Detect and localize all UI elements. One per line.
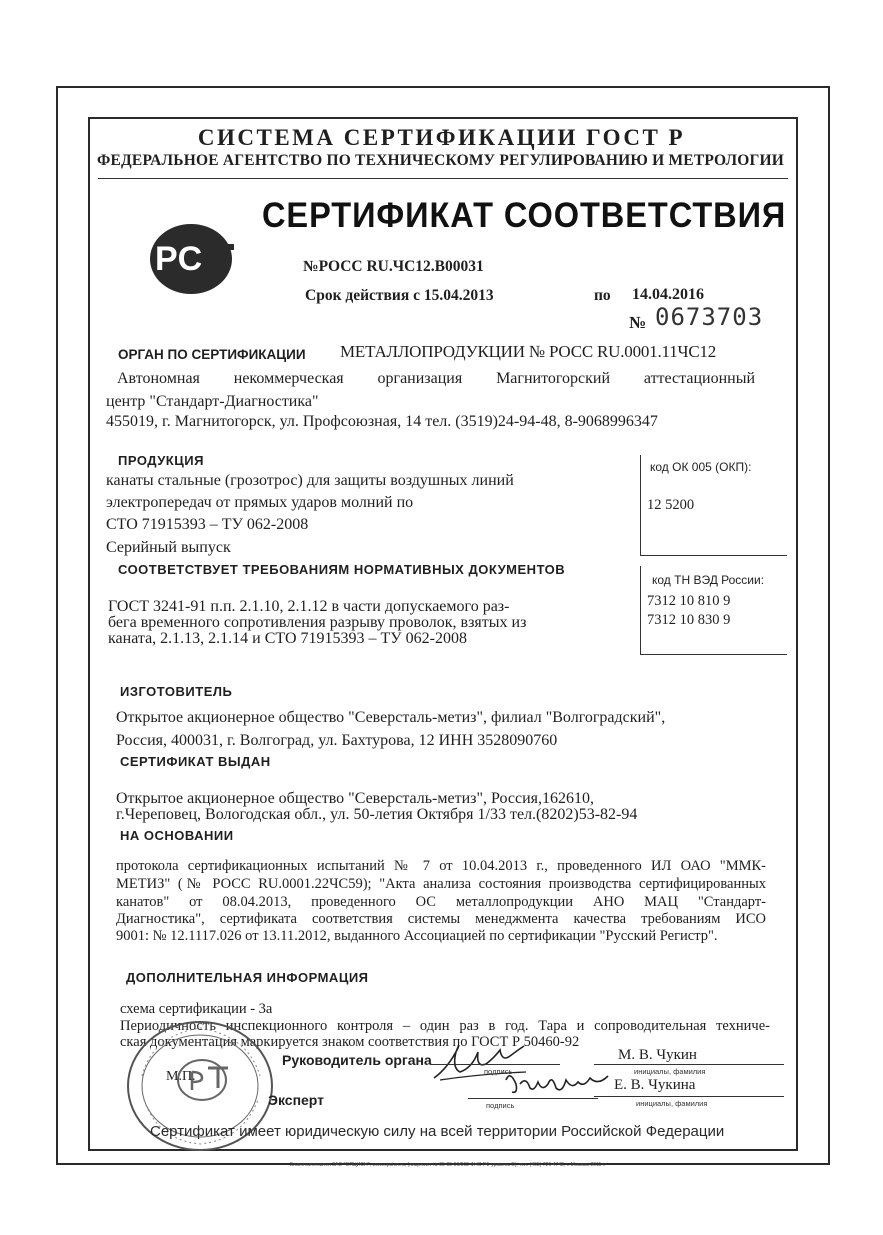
expert-signature-caption: подпись (486, 1101, 515, 1110)
basis-line-4: Диагностика", сертификата соответствия системы менеджмента качества требованиям ИСО (116, 911, 766, 927)
additional-heading: ДОПОЛНИТЕЛЬНАЯ ИНФОРМАЦИЯ (126, 970, 369, 985)
organ-line-1: Автономная некоммерческая организация Магнитогорский аттестационный (117, 370, 755, 387)
issued-to-line-1: Открытое акционерное общество "Северсталь-метиз", Россия,162610, (116, 790, 595, 807)
expert-name: Е. В. Чукина (614, 1077, 696, 1093)
organ-heading: ОРГАН ПО СЕРТИФИКАЦИИ (118, 347, 306, 362)
product-line-2: электропередач от прямых ударов молний по (106, 494, 414, 511)
validity-to: 14.04.2016 (632, 286, 704, 303)
head-name-caption: инициалы, фамилия (634, 1067, 706, 1076)
tnved-code-label: код ТН ВЭД России: (652, 573, 765, 587)
okp-code-label: код ОК 005 (ОКП): (650, 460, 752, 474)
expert-label: Эксперт (268, 1092, 325, 1108)
head-name: М. В. Чукин (618, 1047, 697, 1063)
tnved-code-value-1: 7312 10 810 9 (647, 593, 731, 609)
basis-heading: НА ОСНОВАНИИ (120, 828, 234, 843)
basis-line-1: протокола сертификационных испытаний № 7 от 10.04.2013 г., проведенного ИЛ ОАО "ММК- (116, 858, 766, 874)
organ-line-3: 455019, г. Магнитогорск, ул. Профсоюзная, 14 тел. (3519)24-94-48, 8-9068996347 (106, 413, 658, 430)
head-signature-line (430, 1064, 560, 1065)
conformity-line-1: ГОСТ 3241-91 п.п. 2.1.10, 2.1.12 в части допускаемого раз- (108, 598, 510, 615)
issued-to-line-2: г.Череповец, Вологодская обл., ул. 50-летия Октября 1/33 тел.(8202)53-82-94 (116, 806, 638, 823)
validity-from: Срок действия с 15.04.2013 (305, 287, 494, 304)
organ-line-2: центр "Стандарт-Диагностика" (106, 393, 319, 410)
conformity-heading: СООТВЕТСТВУЕТ ТРЕБОВАНИЯМ НОРМАТИВНЫХ ДОКУМЕНТОВ (118, 562, 566, 577)
expert-signature-icon (500, 1066, 616, 1106)
expert-signature-line (468, 1098, 598, 1099)
additional-line-3: ская документация маркируется знаком соответствия по ГОСТ Р 50460-92 (120, 1034, 580, 1050)
printer-note: Бланк изготовлен ЗАО "ОПЦИОН", www.opcion.ru, (лицензия № 05-05-09/003 ФНС РФ уровень В), тел. (495) 726-4742, г. Москва, 2011 г. (290, 1162, 606, 1168)
manufacturer-line-2: Россия, 400031, г. Волгоград, ул. Бахтурова, 12 ИНН 3528090760 (116, 732, 558, 749)
product-line-4: Серийный выпуск (106, 539, 231, 556)
tnved-code-value-2: 7312 10 830 9 (647, 612, 731, 628)
conformity-line-2: бега временного сопротивления разрыву проволок, взятых из (108, 614, 527, 631)
rst-logo-icon (144, 222, 242, 296)
head-name-line (594, 1064, 784, 1065)
legal-validity-note: Сертификат имеет юридическую силу на всей территории Российской Федерации (150, 1123, 725, 1140)
manufacturer-line-1: Открытое акционерное общество "Северсталь-метиз", филиал "Волгоградский", (116, 709, 666, 726)
okp-code-value: 12 5200 (647, 497, 695, 513)
header-divider (98, 178, 788, 179)
certificate-number: №РОСС RU.ЧС12.В00031 (303, 258, 484, 275)
validity-to-label: по (594, 287, 611, 304)
organ-name: МЕТАЛЛОПРОДУКЦИИ № РОСС RU.0001.11ЧС12 (340, 342, 717, 361)
basis-line-3: канатов" от 08.04.2013, проведенного ОС металлопродукции АНО МАЦ "Стандарт- (116, 894, 766, 910)
head-label: Руководитель органа (282, 1052, 432, 1068)
serial-prefix: № (629, 313, 647, 332)
expert-name-caption: инициалы, фамилия (636, 1099, 708, 1108)
conformity-line-3: каната, 2.1.13, 2.1.14 и СТО 71915393 – ТУ 062-2008 (108, 630, 467, 647)
logo-letters: PC (155, 240, 203, 278)
product-line-1: канаты стальные (грозотрос) для защиты воздушных линий (106, 472, 514, 489)
certificate-title: СЕРТИФИКАТ СООТВЕТСТВИЯ (262, 196, 787, 235)
expert-name-line (594, 1096, 784, 1097)
basis-line-5: 9001: № 12.1117.026 от 13.11.2012, выданного Ассоциацией по сертификации "Русский Регистр". (116, 928, 718, 944)
system-title: СИСТЕМА СЕРТИФИКАЦИИ ГОСТ Р (197, 125, 686, 150)
agency-name: ФЕДЕРАЛЬНОЕ АГЕНТСТВО ПО ТЕХНИЧЕСКОМУ РЕГУЛИРОВАНИЮ И МЕТРОЛОГИИ (97, 152, 785, 169)
basis-line-2: МЕТИЗ" (№ РОСС RU.0001.22ЧС59); "Акта анализа состояния производства сертифицированных (116, 876, 766, 892)
additional-line-2: Периодичность инспекционного контроля – один раз в год. Тара и сопроводительная техниче- (120, 1018, 770, 1034)
stamp-mark: М.П. (166, 1069, 196, 1084)
product-line-3: СТО 71915393 – ТУ 062-2008 (106, 516, 309, 533)
serial-number: 0673703 (655, 303, 764, 331)
head-signature-caption: подпись (484, 1067, 513, 1076)
issued-to-heading: СЕРТИФИКАТ ВЫДАН (120, 754, 271, 769)
product-heading: ПРОДУКЦИЯ (118, 453, 204, 468)
manufacturer-heading: ИЗГОТОВИТЕЛЬ (120, 684, 233, 699)
additional-line-1: схема сертификации - 3а (120, 1001, 273, 1017)
